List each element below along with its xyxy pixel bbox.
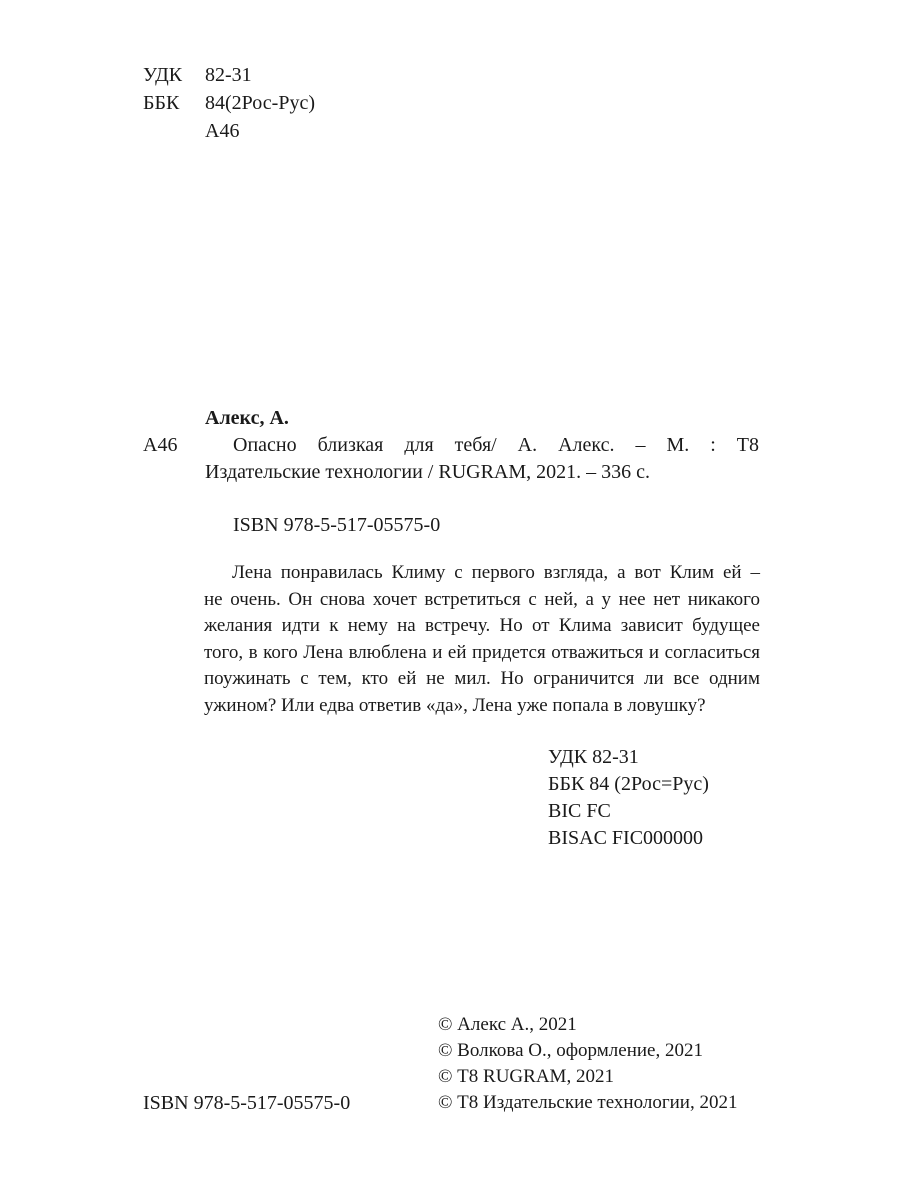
annotation-line: того, в кого Лена влюблена и ей придется отважиться и согласиться	[204, 641, 760, 663]
author-mark-top: А46	[205, 120, 240, 142]
copyright-line: © Волкова О., оформление, 2021	[438, 1040, 703, 1061]
class-bisac: BISAC FIC000000	[548, 827, 704, 849]
footer-isbn: ISBN 978-5-517-05575-0	[143, 1092, 351, 1114]
udk-code	[143, 62, 252, 88]
copyright-line: © Алекс А., 2021	[438, 1014, 577, 1035]
annotation-line: поужинать с тем, кто ей не мил. Но ограничится ли все одним	[204, 668, 760, 689]
class-bbk: ББК 84 (2Рос=Рус)	[548, 773, 709, 795]
bbk-value: 84(2Рос-Рус)	[205, 92, 315, 114]
udk-label: УДК	[143, 64, 183, 86]
catalog-bib-line2: Издательские технологии / RUGRAM, 2021. – 336 с.	[205, 461, 651, 483]
bbk-code	[143, 90, 315, 116]
annotation-line: Лена понравилась Климу с первого взгляда, а вот Клим ей –	[232, 562, 760, 583]
class-udk: УДК 82-31	[548, 746, 639, 768]
catalog-bib-line1: Опасно близкая для тебя/ А. Алекс. – М. : Т8	[233, 434, 759, 456]
book-annotation	[204, 560, 760, 719]
copyright-line: © Т8 Издательские технологии, 2021	[438, 1092, 738, 1113]
udk-value: 82-31	[205, 64, 252, 86]
catalog-isbn: ISBN 978-5-517-05575-0	[233, 514, 441, 536]
copyright-line: © Т8 RUGRAM, 2021	[438, 1066, 614, 1087]
class-bic: BIC FC	[548, 800, 611, 822]
annotation-line: желания идти к нему на встречу. Но от Клима зависит будущее	[204, 615, 760, 636]
bbk-label: ББК	[143, 92, 180, 114]
annotation-line: ужином? Или едва ответив «да», Лена уже попала в ловушку?	[204, 694, 706, 716]
catalog-author-mark: А46	[143, 434, 178, 456]
catalog-author: Алекс, А.	[205, 407, 289, 429]
annotation-line: не очень. Он снова хочет встретиться с ней, а у нее нет никакого	[204, 588, 760, 610]
